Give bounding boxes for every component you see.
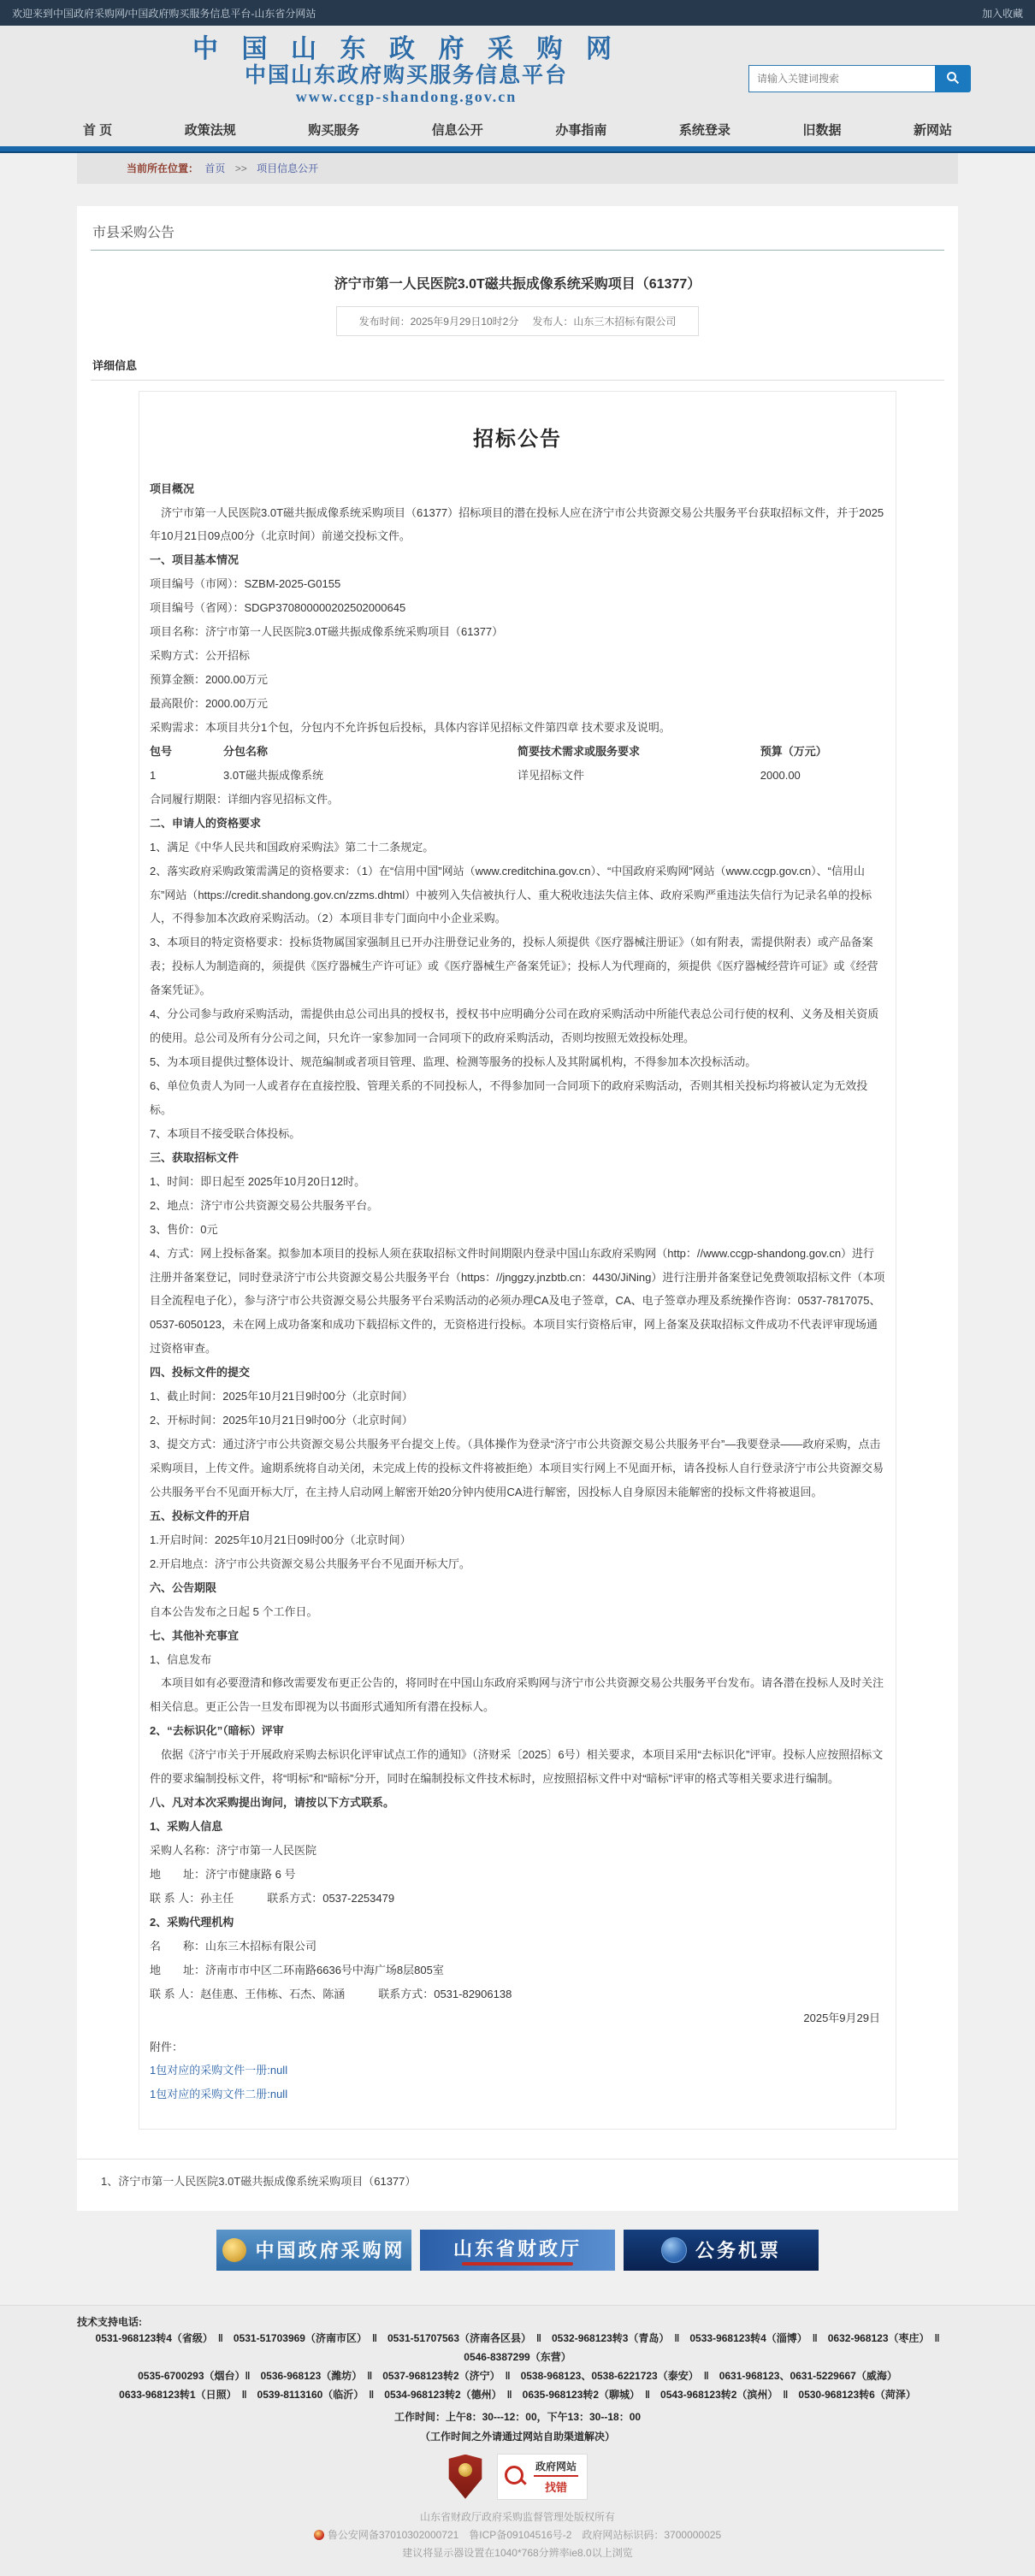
breadcrumb-separator: >> [234,162,247,174]
browser-note: 建议将显示器设置在1040*768分辨率ie8.0以上浏览 [402,2546,633,2559]
phone-line: 0546-8387299（东营） [464,2350,571,2363]
error-badge-line1: 政府网站 [535,2460,577,2473]
breadcrumb [77,153,958,184]
table-header-cell: 简要技术需求或服务要求 [518,744,641,758]
copyright: 山东省财政厅政府采购监督管理处版权所有 [419,2510,615,2523]
body-paragraph: 项目编号（省网）：SDGP370800000202502000645 [150,601,406,615]
banner-title: 公务机票 [695,2240,781,2262]
footer [0,2305,1035,2576]
body-paragraph: 五、投标文件的开启 [150,1509,251,1522]
table-header-cell: 预算（万元） [760,744,827,758]
body-paragraph: 1、截止时间：2025年10月21日9时00分（北京时间） [150,1390,413,1403]
attachments [150,2059,885,2106]
package-table-header [150,740,885,764]
header [0,26,1035,115]
phone-line: 0633-968123转1（日照） ‖ 0539-8113160（临沂） ‖ 0534-968123转2（德州） ‖ 0635-968123转2（聊城） ‖ 0543-968123转2（滨州） ‖ 0530-968123转6（菏泽） [119,2388,916,2401]
body-paragraph: 2、开标时间：2025年10月21日9时00分（北京时间） [150,1414,413,1427]
main-nav [0,115,1035,146]
section-title: 市县采购公告 [91,216,944,251]
body-paragraph: 三、获取招标文件 [150,1150,240,1164]
table-cell: 2000.00 [760,768,801,782]
support-phone-label: 技术支持电话: [77,2315,142,2328]
banner-shandong-finance[interactable] [420,2230,615,2271]
attachment-link[interactable]: 1包对应的采购文件一册:null [150,2064,288,2077]
body-paragraph: 项目编号（市网）：SZBM-2025-G0155 [150,577,341,591]
search-box [748,65,971,92]
body-paragraph: 名 称：山东三木招标有限公司 [150,1939,317,1953]
police-badge-icon [314,2530,324,2540]
body-paragraph: 联 系 人：赵佳惠、王伟栋、石杰、陈涵 联系方式：0531-82906138 [150,1987,512,2000]
body-paragraph: 2、“去标识化”（暗标）评审 [150,1724,284,1738]
search-input[interactable] [748,65,935,92]
nav-item[interactable]: 政策法规 [184,123,236,138]
breadcrumb-home[interactable]: 首页 [204,162,226,174]
announcement-heading: 招标公告 [473,428,562,451]
breadcrumb-label: 当前所在位置： [127,162,199,174]
magnifier-icon [505,2466,527,2488]
site-url: www.ccgp-shandong.gov.cn [295,87,518,105]
topbar-welcome: 欢迎来到中国政府采购网/中国政府购买服务信息平台-山东省分网站 [12,7,316,20]
article-title: 济宁市第一人民医院3.0T磁共振成像系统采购项目（61377） [334,277,701,292]
body-bottom [150,788,885,2006]
article-date: 2025年9月29日 [803,2011,880,2024]
body-paragraph: 合同履行期限：详细内容见招标文件。 [150,792,340,806]
banner-ccgp[interactable] [216,2230,411,2271]
banner-row [77,2230,958,2271]
search-button[interactable] [935,65,971,92]
package-table [150,740,885,788]
phone-line: 0531-968123转4（省级） ‖ 0531-51703969（济南市区） ‖ 0531-51707563（济南各区县） ‖ 0532-968123转3（青岛） ‖ 0533-968123转4（淄博） ‖ 0632-968123（枣庄） ‖ [95,2331,940,2344]
body-paragraph: 6、单位负责人为同一人或者存在直接控股、管理关系的不同投标人，不得参加同一合同项下的政府采购活动，否则其相关投标均将被认定为无效投标。 [150,1079,868,1116]
body-paragraph: 1、采购人信息 [150,1820,223,1834]
body-paragraph: 本项目如有必要澄清和修改需要发布更正公告的，将同时在中国山东政府采购网与济宁市公共资源交易公共服务平台发布。请各潜在投标人及时关注相关信息。更正公告一旦发布即视为以书面形式通知所有潜在投标人。 [150,1676,884,1714]
article-meta [336,306,700,336]
nav-item[interactable]: 办事指南 [555,123,607,138]
red-swoosh-decoration [462,2262,573,2266]
body-paragraph: 5、为本项目提供过整体设计、规范编制或者项目管理、监理、检测等服务的投标人及其附属机构，不得参加本次投标活动。 [150,1055,757,1069]
body-paragraph: 2、地点：济宁市公共资源交易公共服务平台。 [150,1198,379,1212]
body-paragraph: 地 址：济南市市中区二环南路6636号中海广场8层805室 [150,1963,444,1976]
body-paragraph: 3、售价：0元 [150,1222,218,1236]
body-paragraph: 7、本项目不接受联合体投标。 [150,1126,301,1140]
nav-divider-bar [0,146,1035,153]
nav-item[interactable]: 信息公开 [431,123,483,138]
nav-item[interactable]: 购买服务 [308,123,360,138]
table-cell: 1 [150,768,157,782]
nav-item[interactable]: 首 页 [83,123,113,138]
topbar [0,0,1035,26]
announcement-body [139,391,896,2130]
attachments-label: 附件： [150,2040,184,2053]
banner-official-ticket[interactable] [624,2230,819,2271]
body-paragraph: 依据《济宁市关于开展政府采购去标识化评审试点工作的通知》（济财采〔2025〕6号）相关要求，本项目采用“去标识化”评审。投标人应按照招标文件的要求编制投标文件，将“明标”和“暗标”分开，同时在编制投标文件技术标时，应按照招标文件中对“暗标”评审的格式等相关要求进行编制。 [150,1748,884,1786]
national-emblem-icon [222,2238,246,2262]
publisher: 发布人：山东三木招标有限公司 [532,316,677,328]
nav-item[interactable]: 系统登录 [678,123,730,138]
search-icon [945,70,961,88]
body-paragraph: 项目概况 [150,482,195,495]
related-list [91,2159,944,2210]
body-paragraph: 自本公告发布之日起 5 个工作日。 [150,1604,318,1618]
body-paragraph: 3、本项目的特定资格要求：投标货物属国家强制且已开办注册登记业务的，投标人须提供《医疗器械注册证》（如有附表，需提供附表）或产品备案表；投标人为制造商的，须提供《医疗器械生产许可证》或《医疗器械生产备案凭证》；投标人为代理商的，须提供《医疗器械经营许可证》或《经营备案凭证》。 [150,936,878,997]
gov-agency-badge-icon[interactable] [447,2455,483,2499]
site-logo [192,35,620,105]
body-paragraph: 最高限价：2000.00万元 [150,697,268,711]
footer-badges [0,2454,1035,2500]
body-top [150,477,885,740]
body-paragraph: 1、满足《中华人民共和国政府采购法》第二十二条规定。 [150,840,435,854]
content-card [77,206,958,2211]
body-paragraph: 4、方式：网上投标备案。拟参加本项目的投标人须在获取招标文件时间期限内登录中国山东政府采购网（http：//www.ccgp-shandong.gov.cn）进行注册并备案登记，同时登录济宁市公共资源交易公共服务平台（https：//jnggzy.jnzbtb.cn：4430/JiNing）进行注册并备案登记免费领取招标文件（本项目全流程电子化），参与济宁市公共资源交易公共服务平台采购活动的必须办理CA及电子签章，CA、电子签章办理及系统操作咨询：0537-7817075、0537-6050123，未在网上成功备案和成功下载招标文件的，无资格进行投标。本项目实行资格后审，网上备案及获取招标文件成功不代表评审现场通过资格审查。 [150,1246,885,1356]
body-paragraph: 1、时间：即日起至 2025年10月20日12时。 [150,1174,366,1188]
body-paragraph: 4、分公司参与政府采购活动，需提供由总公司出具的授权书，授权书中应明确分公司在政府采购活动中所能代表总公司行使的权利、义务及相关资质的使用。总公司及所有分公司之间，只允许一家参加同一合同项下的政府采购活动，否则均按照无效投标处理。 [150,1007,879,1045]
body-paragraph: 2、落实政府采购政策需满足的资格要求：（1）在“信用中国”网站（www.creditchina.gov.cn）、“中国政府采购网”网站（www.ccgp.gov.cn）、“信用山东”网站（https://credit.shandong.gov.cn/zzms.dhtml）中被列入失信被执行人、重大税收违法失信主体、政府采购严重违法失信行为记录名单的投标人，不得参加本次政府采购活动。（2）本项目非专门面向中小企业采购。 [150,864,872,925]
body-paragraph: 八、凡对本次采购提出询问，请按以下方式联系。 [150,1796,395,1810]
body-paragraph: 七、其他补充事宜 [150,1628,240,1642]
body-paragraph: 1.开启时间：2025年10月21日09时00分（北京时间） [150,1533,411,1546]
globe-icon [661,2237,687,2263]
table-header-cell: 分包名称 [223,744,269,758]
phone-line: 0535-6700293（烟台）‖ 0536-968123（潍坊） ‖ 0537-968123转2（济宁） ‖ 0538-968123、0538-6221723（泰安） ‖ 0631-968123、0631-5229667（威海） [138,2369,897,2382]
table-row [150,764,885,788]
support-phone-lines [0,2329,1035,2404]
body-paragraph: 四、投标文件的提交 [150,1366,251,1380]
breadcrumb-current[interactable]: 项目信息公开 [257,162,319,174]
publish-time: 发布时间：2025年9月29日10时2分 [358,316,519,328]
body-paragraph: 六、公告期限 [150,1580,217,1594]
work-time-note: （工作时间之外请通过网站自助渠道解决） [419,2430,615,2443]
body-paragraph: 一、项目基本情况 [150,553,240,567]
body-paragraph: 2.开启地点：济宁市公共资源交易公共服务平台不见面开标大厅。 [150,1557,470,1570]
related-item[interactable]: 1、济宁市第一人民医院3.0T磁共振成像系统采购项目（61377） [101,2175,417,2189]
detail-label: 详细信息 [91,357,944,381]
banner-title: 山东省财政厅 [452,2237,582,2260]
body-paragraph: 采购需求：本项目共分1个包，分包内不允许拆包后投标，具体内容详见招标文件第四章 技术要求及说明。 [150,720,671,734]
body-paragraph: 联 系 人：孙主任 联系方式：0537-2253479 [150,1891,395,1905]
body-paragraph: 2、采购代理机构 [150,1915,234,1929]
table-header-cell: 包号 [150,744,173,758]
site-name: 中 国 山 东 政 府 采 购 网 [192,35,620,64]
icp-line: 鲁公安网备37010302000721 鲁ICP备09104516号-2 政府网站标识码：3700000025 [0,2526,1035,2544]
favorite-link[interactable]: 加入收藏 [981,7,1023,20]
body-paragraph: 3、提交方式：通过济宁市公共资源交易公共服务平台提交上传。（具体操作为登录“济宁市公共资源交易公共服务平台”—我要登录——政府采购，点击采购项目，上传文件。逾期系统将自动关闭，未完成上传的投标文件将被拒绝）本项目实行网上不见面开标，请各投标人自行登录济宁市公共资源交易公共服务平台不见面开标大厅，在主持人启动网上解密开始20分钟内使用CA进行解密，因投标人自身原因未能解密的投标文件将被退回。 [150,1438,884,1498]
site-subtitle: 中国山东政府购买服务信息平台 [244,63,568,87]
error-badge-line2: 找错 [544,2480,567,2494]
attachment-link[interactable]: 1包对应的采购文件二册:null [150,2088,288,2101]
body-paragraph: 采购方式：公开招标 [150,649,251,663]
site-error-report-badge[interactable] [497,2454,588,2500]
table-cell: 3.0T磁共振成像系统 [223,768,324,782]
body-paragraph: 地 址：济宁市健康路 6 号 [150,1867,296,1881]
body-paragraph: 1、信息发布 [150,1652,212,1666]
body-paragraph: 采购人名称：济宁市第一人民医院 [150,1844,317,1858]
table-cell: 详见招标文件 [518,768,585,782]
banner-title: 中国政府采购网 [255,2240,405,2262]
body-paragraph: 预算金额：2000.00万元 [150,673,268,687]
work-time: 工作时间：上午8：30---12：00，下午13：30--18：00 [393,2410,642,2423]
body-paragraph: 济宁市第一人民医院3.0T磁共振成像系统采购项目（61377）招标项目的潜在投标人应在济宁市公共资源交易公共服务平台获取招标文件，并于2025年10月21日09点00分（北京时间）前递交投标文件。 [150,505,884,543]
nav-item[interactable]: 旧数据 [802,123,842,138]
nav-item[interactable]: 新网站 [913,123,952,138]
body-paragraph: 二、申请人的资格要求 [150,816,262,830]
error-badge-divider [534,2475,578,2477]
body-paragraph: 项目名称：济宁市第一人民医院3.0T磁共振成像系统采购项目（61377） [150,625,504,639]
